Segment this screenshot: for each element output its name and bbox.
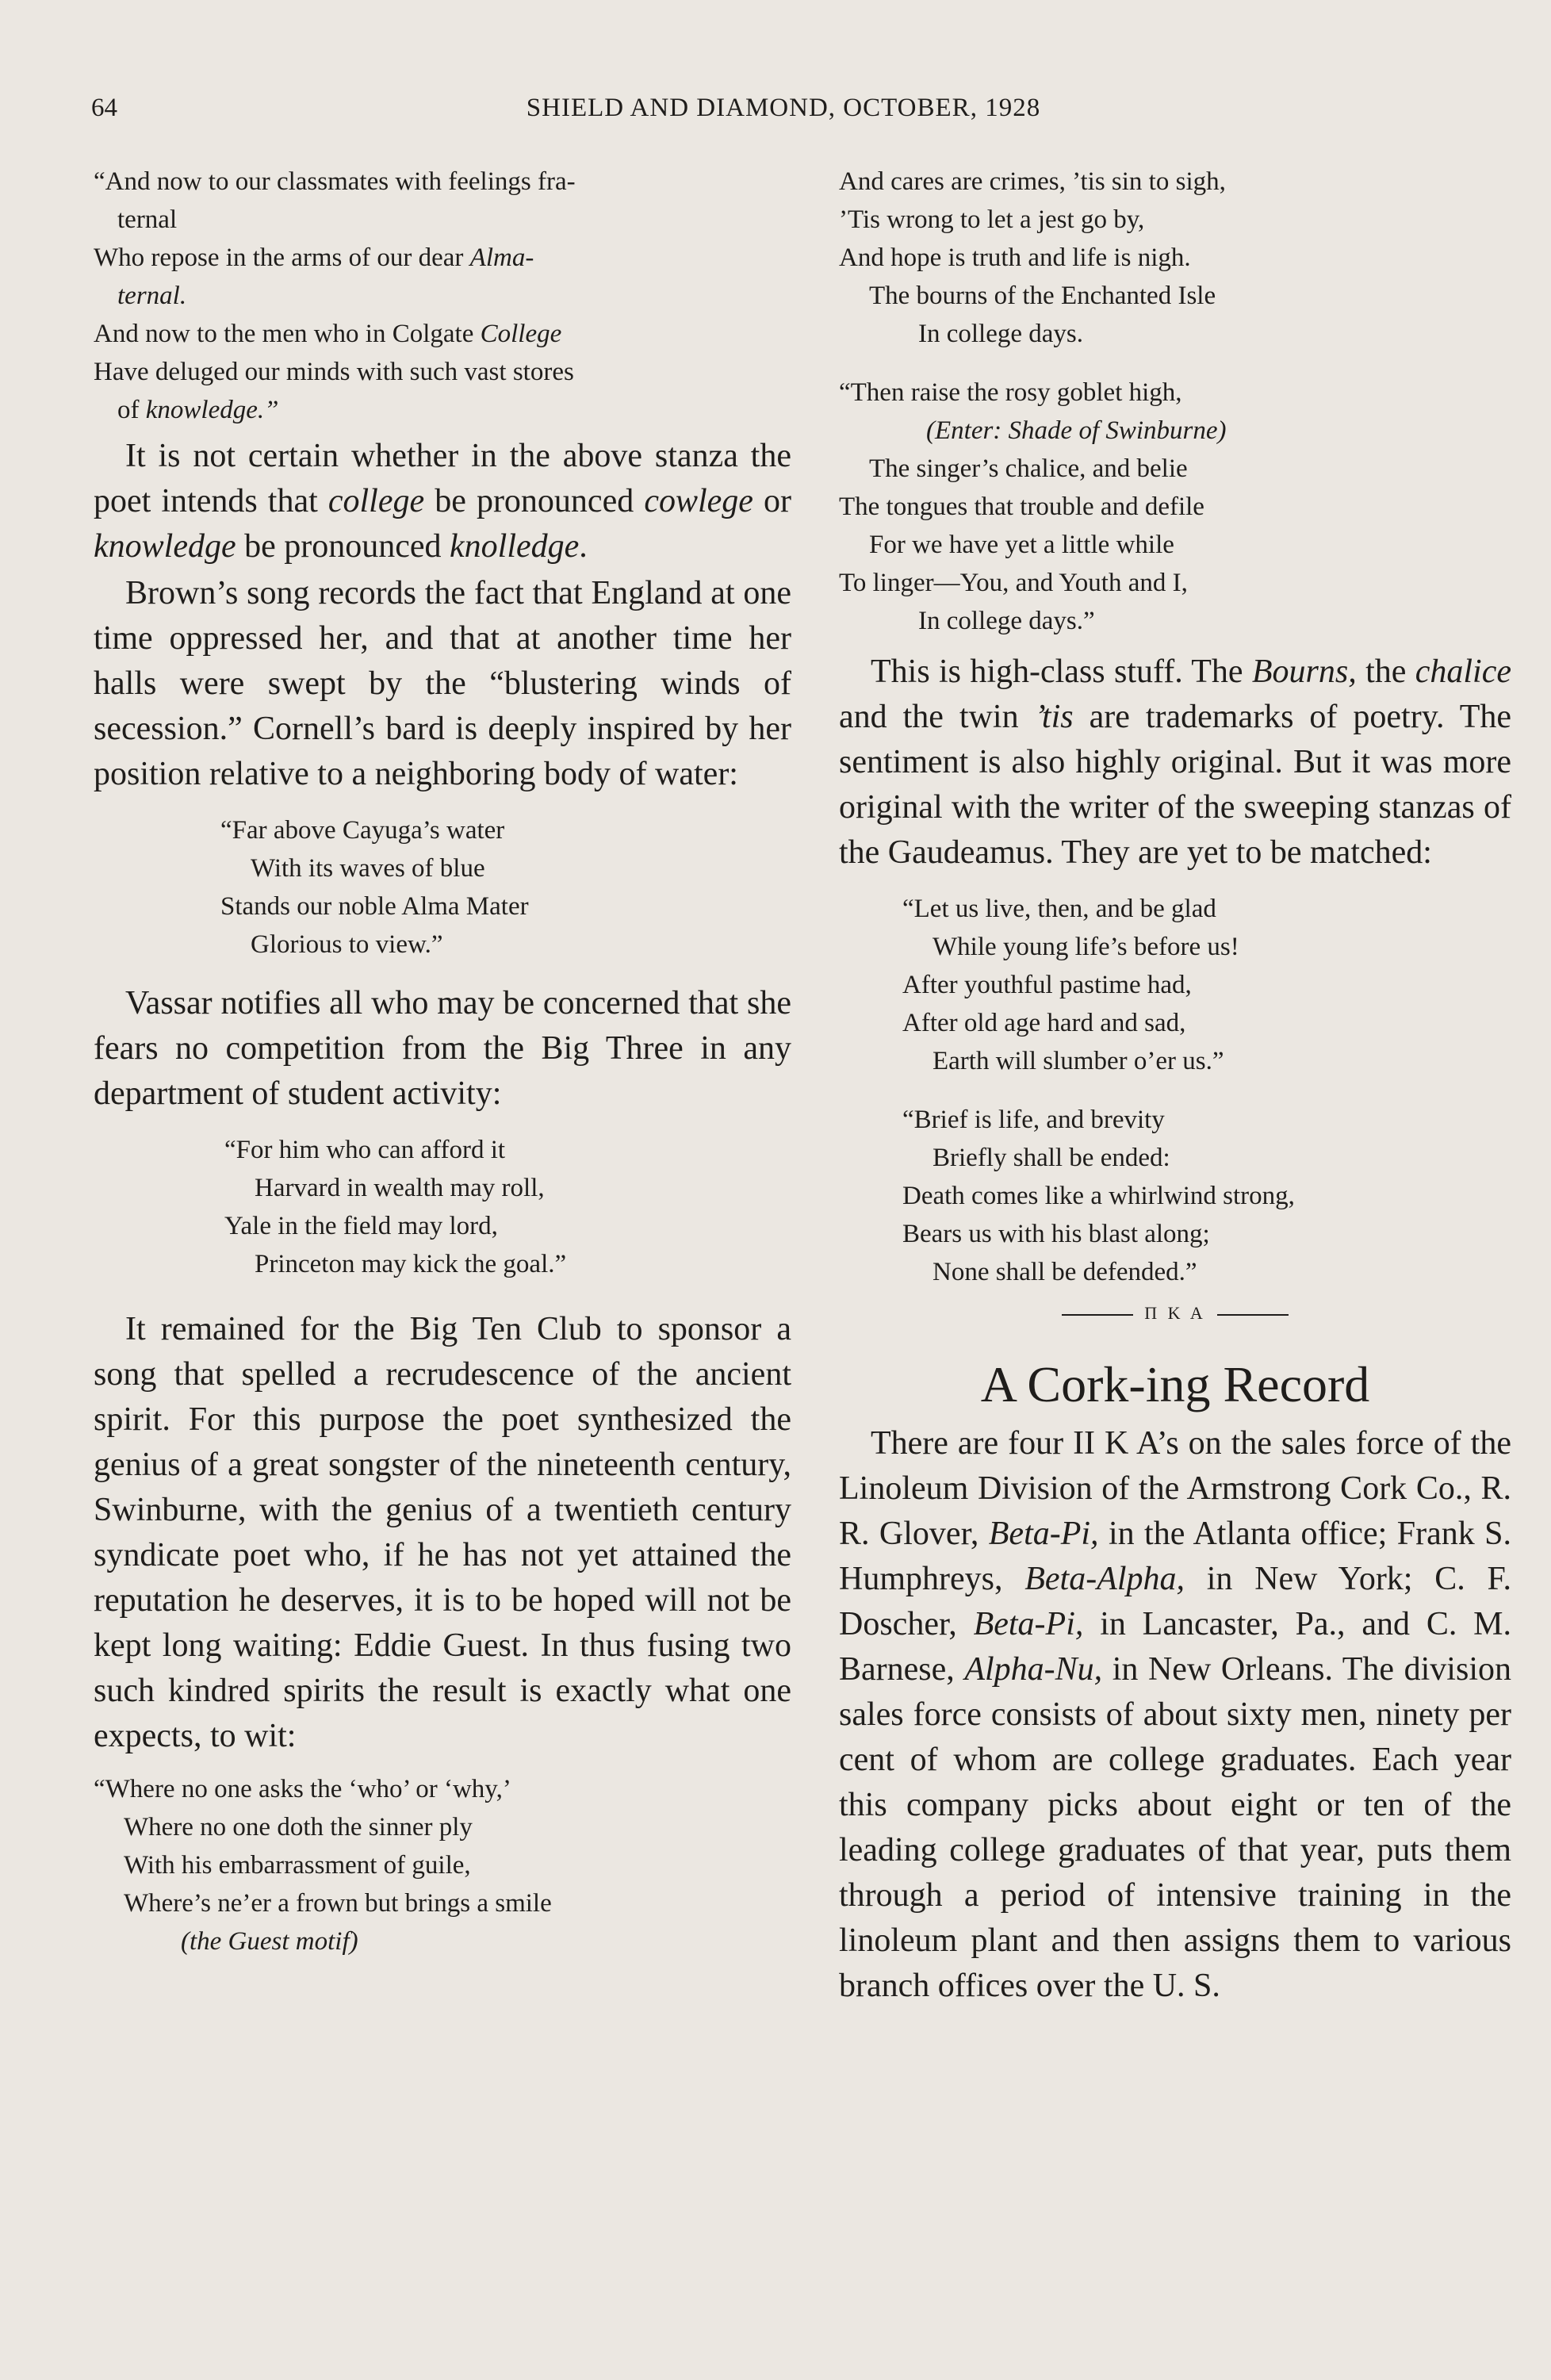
verse-line: “Let us live, then, and be glad [902, 895, 1216, 923]
page-number: 64 [91, 94, 117, 122]
text-run: in Lancaster, Pa., and C. M. Barnese, [839, 1606, 1511, 1688]
verse-line: Harvard in wealth may roll, [255, 1174, 545, 1202]
right-column [839, 163, 1511, 2009]
text-run: in New York; C. F. Doscher, [839, 1561, 1511, 1642]
verse-line: The tongues that trouble and defile [839, 492, 1204, 521]
italic-term: knowledge [94, 528, 236, 565]
big-ten-song-verse-2 [839, 374, 1511, 640]
italic-term: Bourns, [1251, 653, 1357, 690]
verse-line: The bourns of the Enchanted Isle [869, 282, 1216, 310]
running-title: SHIELD AND DIAMOND, OCTOBER, 1928 [526, 94, 1041, 122]
text-run: or [753, 483, 791, 519]
text-run: It is not certain whether in the above stanza the poet intends that [94, 438, 791, 519]
verse-line: The singer’s chalice, and belie [869, 454, 1188, 483]
left-column [94, 163, 791, 1960]
verse-line: Have deluged our minds with such vast stores [94, 358, 574, 386]
verse-line: Yale in the field may lord, [224, 1212, 498, 1240]
separator-dash [1062, 1314, 1133, 1316]
verse-line: And now to the men who in Colgate College [94, 320, 562, 348]
italic-term: knolledge [450, 528, 580, 565]
text-run: and the twin [839, 699, 1035, 735]
verse-line: Briefly shall be ended: [933, 1144, 1170, 1172]
verse-line: In college days. [918, 320, 1084, 348]
paragraph-vassar: Vassar notifies all who may be concerned that she fears no competition from the Big Three in any department of student activity: [94, 985, 791, 1112]
verse-line: With his embarrassment of guile, [124, 1851, 471, 1880]
italic-term: Beta-Alpha, [1024, 1561, 1185, 1597]
colgate-song-verse [94, 163, 791, 429]
italic-term: Beta-Pi, [988, 1516, 1099, 1552]
text-run: in the Atlanta office; Frank S. Humphreys, [839, 1516, 1511, 1597]
separator-letters: Π K A [1144, 1303, 1206, 1323]
verse-line: “For him who can afford it [224, 1136, 506, 1164]
verse-line: ternal. [117, 282, 187, 310]
verse-line: Where’s ne’er a frown but brings a smile [124, 1889, 552, 1918]
verse-line: “Where no one asks the ‘who’ or ‘why,’ [94, 1775, 511, 1803]
big-ten-song-verse-cont [839, 163, 1511, 353]
verse-line: And hope is truth and life is nigh. [839, 243, 1191, 272]
italic-term: ’tis [1034, 699, 1074, 735]
verse-line: Where no one doth the sinner ply [124, 1813, 473, 1842]
verse-line: For we have yet a little while [869, 531, 1174, 559]
text-run: There are four II K A’s on the sales force of the Linoleum Division of the Armstrong Cork Co., R. R. Glover, [839, 1425, 1511, 1552]
italic-term: chalice [1415, 653, 1512, 690]
text-run: are trademarks of poetry. The sentiment is also highly original. But it was more original with the writer of the sweeping stanzas of the Gaudeamus. They are yet to be matched: [839, 699, 1511, 871]
verse-line: “Brief is life, and brevity [902, 1106, 1165, 1134]
verse-line: “Far above Cayuga’s water [220, 816, 505, 845]
verse-line: With its waves of blue [251, 854, 485, 883]
gaudeamus-verse-1 [839, 890, 1511, 1080]
italic-term: (Enter: Shade of Swinburne) [926, 416, 1227, 445]
italic-term: college [327, 483, 425, 519]
paragraph-brown-cornell: Brown’s song records the fact that England at one time oppressed her, and that at another time her halls were swept by the “blustering winds of secession.” Cornell’s bard is deeply inspired by her position relative to a neighboring body of water: [94, 575, 791, 792]
verse-line: After youthful pastime had, [902, 971, 1192, 999]
verse-line-stage-direction [839, 412, 1511, 450]
vassar-song-verse [94, 1131, 791, 1283]
verse-line: Death comes like a whirlwind strong, [902, 1182, 1295, 1210]
verse-line: After old age hard and sad, [902, 1009, 1186, 1037]
verse-line: of knowledge.” [117, 396, 279, 424]
verse-line: Bears us with his blast along; [902, 1220, 1210, 1248]
page-header [91, 94, 1476, 141]
verse-line: In college days.” [918, 607, 1095, 635]
verse-line: To linger—You, and Youth and I, [839, 569, 1188, 597]
italic-term: Beta-Pi, [973, 1606, 1084, 1642]
big-ten-song-verse [94, 1770, 791, 1960]
verse-line: Stands our noble Alma Mater [220, 892, 529, 921]
verse-line: “Then raise the rosy goblet high, [839, 378, 1182, 407]
text-run: be pronounced [236, 528, 450, 565]
verse-line: None shall be defended.” [933, 1258, 1197, 1286]
paragraph-high-class [839, 650, 1511, 876]
paragraph-cork-record [839, 1421, 1511, 2009]
verse-line: And cares are crimes, ’tis sin to sigh, [839, 167, 1226, 196]
verse-line: Who repose in the arms of our dear Alma- [94, 243, 534, 272]
italic-term: (the Guest motif) [181, 1927, 358, 1956]
section-separator [839, 1297, 1511, 1329]
text-run: the [1356, 653, 1415, 690]
verse-line: ’Tis wrong to let a jest go by, [839, 205, 1145, 234]
cornell-song-verse [94, 811, 791, 964]
verse-line: While young life’s before us! [933, 933, 1239, 961]
italic-term: cowlege [644, 483, 753, 519]
verse-line: “And now to our classmates with feelings fra- [94, 167, 576, 196]
verse-line: ternal [117, 205, 178, 234]
verse-line: Glorious to view.” [251, 930, 443, 959]
text-run: . [579, 528, 588, 565]
verse-line: Earth will slumber o’er us.” [933, 1047, 1224, 1075]
article-title: A Cork-ing Record [980, 1356, 1370, 1412]
separator-dash [1217, 1314, 1289, 1316]
verse-line: Princeton may kick the goal.” [255, 1250, 567, 1278]
text-run: in New Orleans. The division sales force consists of about sixty men, ninety per cent of whom are college graduates. Each year this company picks about eight or ten of the leading college graduates of that year, puts them through a period of intensive training in the linoleum plant and then assigns them to various branch offices over the U. S. [839, 1651, 1511, 2004]
paragraph-pronunciation [94, 434, 791, 569]
text-run: This is high-class stuff. The [871, 653, 1252, 690]
paragraph-big-ten: It remained for the Big Ten Club to sponsor a song that spelled a recrudescence of the ancient spirit. For this purpose the poet synthesized the genius of a great songster of the nineteenth century, Swinburne, with the genius of a twentieth century syndicate poet who, if he has not yet attained the reputation he deserves, it is to be hoped will not be kept long waiting: Eddie Guest. In thus fusing two such kindred spirits the result is exactly what one expects, to wit: [94, 1311, 791, 1754]
gaudeamus-verse-2 [839, 1101, 1511, 1291]
verse-line-stage-direction [94, 1922, 791, 1960]
text-run: be pronounced [424, 483, 645, 519]
italic-term: Alpha-Nu, [964, 1651, 1103, 1688]
